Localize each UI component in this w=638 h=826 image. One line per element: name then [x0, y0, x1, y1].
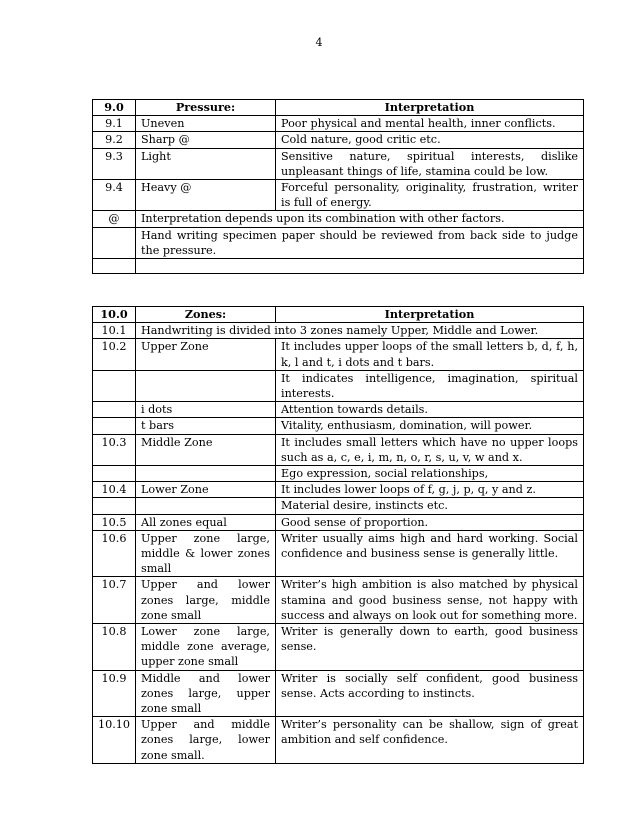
- row-label: t bars: [136, 418, 276, 434]
- empty-cell: [93, 227, 136, 258]
- row-text: Poor physical and mental health, inner conflicts.: [276, 116, 584, 132]
- intro-text: Handwriting is divided into 3 zones namely Upper, Middle and Lower.: [136, 323, 584, 339]
- specimen-text: Hand writing specimen paper should be reviewed from back side to judge the pressure.: [136, 227, 584, 258]
- row-text: Forceful personality, originality, frustration, writer is full of energy.: [276, 180, 584, 211]
- row-text: It indicates intelligence, imagination, spiritual interests.: [276, 370, 584, 401]
- row-number: 10.8: [93, 624, 136, 671]
- row-number: 10.3: [93, 434, 136, 465]
- row-label: Upper and lower zones large, middle zone small: [136, 577, 276, 624]
- pressure-table: [92, 99, 584, 274]
- row-label: Upper zone large, middle & lower zones small: [136, 530, 276, 577]
- table-row: [93, 434, 584, 465]
- row-label: All zones equal: [136, 514, 276, 530]
- header-interpretation: Interpretation: [276, 100, 584, 116]
- row-text: Vitality, enthusiasm, domination, will power.: [276, 418, 584, 434]
- table-row: [93, 227, 584, 258]
- row-text: Cold nature, good critic etc.: [276, 132, 584, 148]
- row-number: [93, 466, 136, 482]
- table-row: [93, 418, 584, 434]
- row-label: Upper Zone: [136, 339, 276, 370]
- table-row: [93, 402, 584, 418]
- table-row: [93, 717, 584, 764]
- note-text: Interpretation depends upon its combination with other factors.: [136, 211, 584, 227]
- row-label: Lower zone large, middle zone average, upper zone small: [136, 624, 276, 671]
- row-label: [136, 498, 276, 514]
- row-label: Lower Zone: [136, 482, 276, 498]
- row-label: i dots: [136, 402, 276, 418]
- table-row: [93, 624, 584, 671]
- table-row: [93, 530, 584, 577]
- row-label: Uneven: [136, 116, 276, 132]
- row-label: Middle Zone: [136, 434, 276, 465]
- table-row: [93, 148, 584, 179]
- header-zones: Zones:: [136, 307, 276, 323]
- table-row: [93, 514, 584, 530]
- row-label: Upper and middle zones large, lower zone small.: [136, 717, 276, 764]
- table-row: [93, 577, 584, 624]
- empty-cell: [93, 259, 136, 274]
- row-number: 9.3: [93, 148, 136, 179]
- row-number: 9.2: [93, 132, 136, 148]
- table-row: [93, 116, 584, 132]
- row-number: 10.10: [93, 717, 136, 764]
- row-text: It includes upper loops of the small letters b, d, f, h, k, l and t, i dots and t bars.: [276, 339, 584, 370]
- row-text: It includes small letters which have no upper loops such as a, c, e, i, m, n, o, r, s, u, v, w and x.: [276, 434, 584, 465]
- empty-row: [93, 259, 584, 274]
- row-number: 9.4: [93, 180, 136, 211]
- row-number: [93, 498, 136, 514]
- table-row: [93, 132, 584, 148]
- row-number: 10.4: [93, 482, 136, 498]
- row-number: [93, 370, 136, 401]
- table-header-row: [93, 307, 584, 323]
- table-row: [93, 482, 584, 498]
- row-text: Sensitive nature, spiritual interests, dislike unpleasant things of life, stamina could be low.: [276, 148, 584, 179]
- row-label: [136, 370, 276, 401]
- table-row: [93, 670, 584, 717]
- row-text: Material desire, instincts etc.: [276, 498, 584, 514]
- table-row: [93, 370, 584, 401]
- header-pressure: Pressure:: [136, 100, 276, 116]
- header-number: 9.0: [93, 100, 136, 116]
- row-label: Heavy @: [136, 180, 276, 211]
- row-number: 10.9: [93, 670, 136, 717]
- table-row: [93, 211, 584, 227]
- row-text: Writer usually aims high and hard working. Social confidence and business sense is generally little.: [276, 530, 584, 577]
- zones-table: [92, 306, 584, 764]
- row-number: 10.7: [93, 577, 136, 624]
- header-interpretation: Interpretation: [276, 307, 584, 323]
- row-text: Good sense of proportion.: [276, 514, 584, 530]
- row-text: Writer’s high ambition is also matched by physical stamina and good business sense, not happy with success and always on look out for something more.: [276, 577, 584, 624]
- row-text: Attention towards details.: [276, 402, 584, 418]
- page-number: 4: [315, 36, 323, 49]
- row-text: Writer’s personality can be shallow, sign of great ambition and self confidence.: [276, 717, 584, 764]
- row-label: [136, 466, 276, 482]
- header-number: 10.0: [93, 307, 136, 323]
- row-text: Writer is generally down to earth, good business sense.: [276, 624, 584, 671]
- row-number: [93, 402, 136, 418]
- row-number: 10.6: [93, 530, 136, 577]
- table-row: [93, 466, 584, 482]
- row-label: Light: [136, 148, 276, 179]
- table-row: [93, 180, 584, 211]
- row-text: Writer is socially self confident, good business sense. Acts according to instincts.: [276, 670, 584, 717]
- row-number: [93, 418, 136, 434]
- note-symbol: @: [93, 211, 136, 227]
- row-label: Sharp @: [136, 132, 276, 148]
- row-text: It includes lower loops of f, g, j, p, q, y and z.: [276, 482, 584, 498]
- table-row: [93, 498, 584, 514]
- row-number: 9.1: [93, 116, 136, 132]
- row-text: Ego expression, social relationships,: [276, 466, 584, 482]
- row-label: Middle and lower zones large, upper zone small: [136, 670, 276, 717]
- table-row: [93, 323, 584, 339]
- table-header-row: [93, 100, 584, 116]
- table-row: [93, 339, 584, 370]
- empty-cell: [136, 259, 584, 274]
- row-number: 10.1: [93, 323, 136, 339]
- row-number: 10.5: [93, 514, 136, 530]
- row-number: 10.2: [93, 339, 136, 370]
